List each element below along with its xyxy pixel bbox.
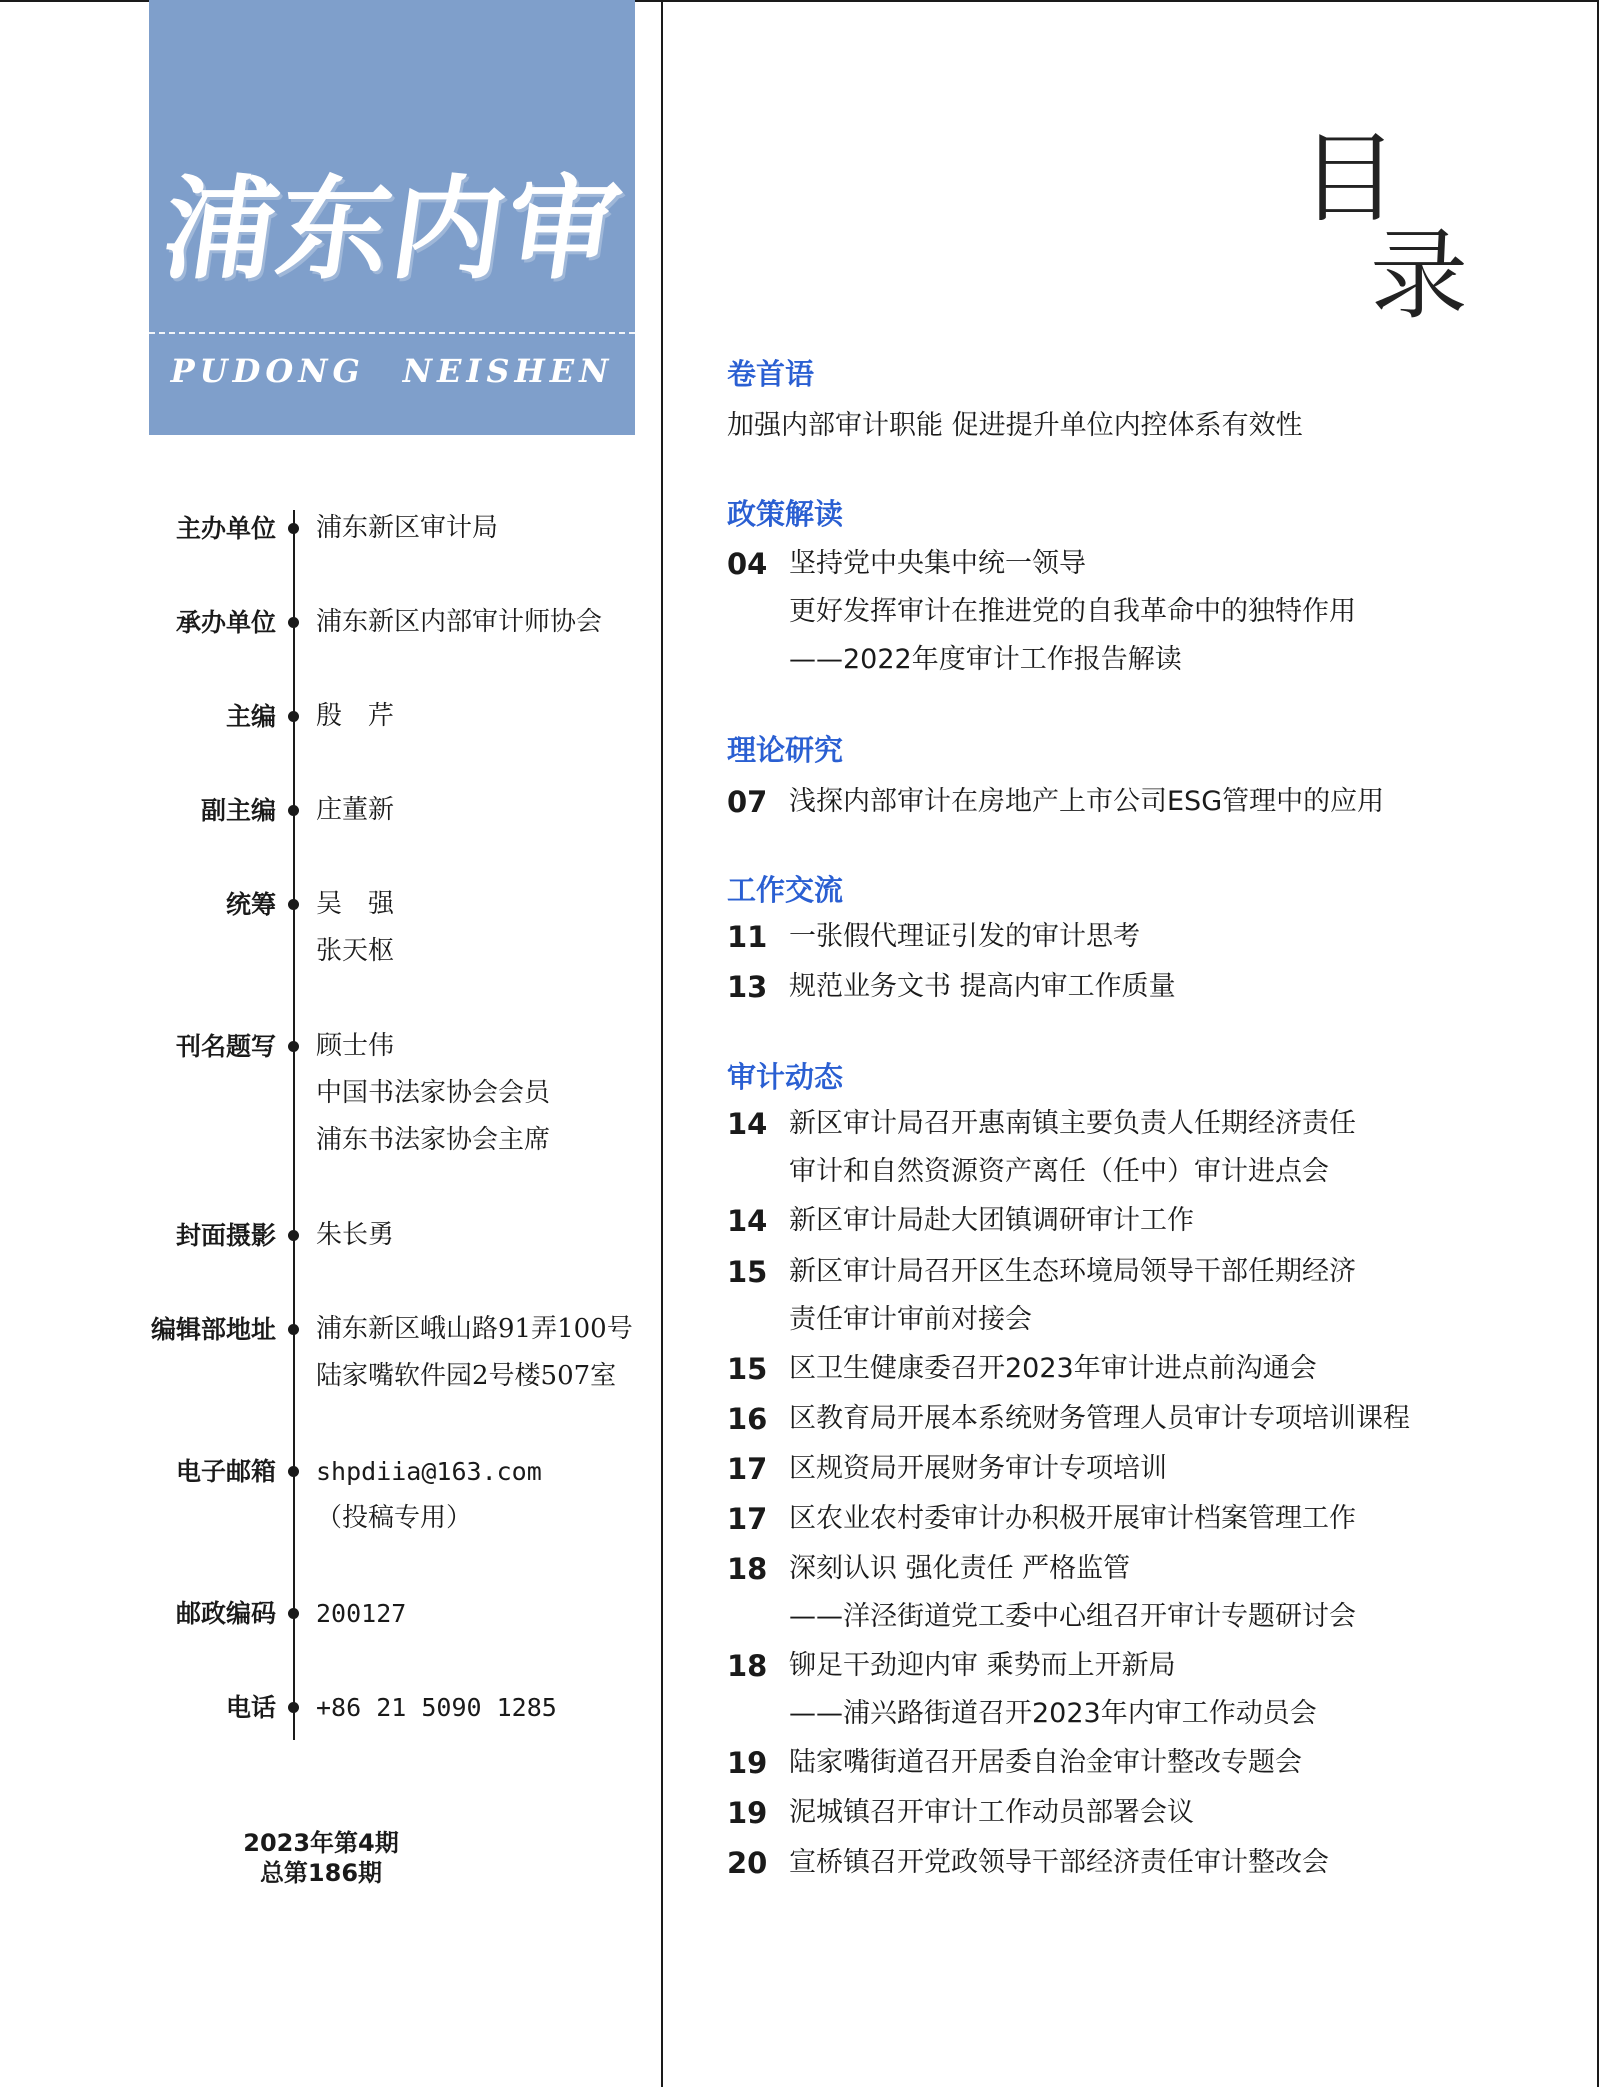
info-label: 副主编: [200, 796, 276, 825]
info-values: [316, 1448, 542, 1542]
toc-entry-line: 区卫生健康委召开2023年审计进点前沟通会: [789, 1353, 1317, 1384]
toc-entry-title: [789, 778, 1384, 826]
info-value: +86 21 5090 1285: [316, 1693, 557, 1722]
toc-entry-title: [789, 1197, 1194, 1245]
info-value: 朱长勇: [316, 1220, 395, 1250]
toc-page-number: 15: [727, 1255, 768, 1289]
toc-entry-line: 新区审计局召开区生态环境局领导干部任期经济: [789, 1256, 1356, 1287]
info-label: 电话: [225, 1693, 276, 1722]
toc-entry-title[interactable]: 加强内部审计职能 促进提升单位内控体系有效性: [727, 410, 1303, 441]
toc-entry-line: ——浦兴路街道召开2023年内审工作动员会: [789, 1698, 1317, 1729]
toc-entry-line: ——2022年度审计工作报告解读: [789, 644, 1182, 675]
info-value: 顾士伟: [316, 1031, 395, 1061]
toc-entry-line: 区农业农村委审计办积极开展审计档案管理工作: [789, 1503, 1356, 1534]
masthead-title: 浦东内审: [155, 164, 630, 295]
info-values: [316, 599, 602, 646]
contents-heading-char: 目: [1300, 122, 1399, 236]
toc-page-number: 07: [727, 785, 768, 819]
masthead-subtitle: [169, 352, 615, 390]
info-values: [316, 881, 394, 975]
toc-entry-title: [789, 1642, 1317, 1738]
toc-page-number: 15: [727, 1352, 768, 1386]
info-value: 张天枢: [316, 936, 395, 966]
info-bullet-dot: [288, 1466, 299, 1477]
toc-page-number: 14: [727, 1204, 768, 1238]
toc-page-number: 19: [727, 1746, 768, 1780]
toc-entry-line: 铆足干劲迎内审 乘势而上开新局: [789, 1650, 1176, 1681]
toc-section-title[interactable]: 审计动态: [727, 1060, 844, 1094]
toc-entry-line: 陆家嘴街道召开居委自治金审计整改专题会: [789, 1747, 1302, 1778]
toc-page-number: 17: [727, 1502, 768, 1536]
toc-entry-line: 浅探内部审计在房地产上市公司ESG管理中的应用: [789, 786, 1385, 817]
info-value: shpdiia@163.com: [316, 1457, 542, 1486]
toc-entry-line: 泥城镇召开审计工作动员部署会议: [789, 1797, 1194, 1828]
toc-entry-title: [789, 1100, 1356, 1196]
info-label: 电子邮箱: [175, 1457, 276, 1486]
toc-section-title[interactable]: 工作交流: [727, 873, 844, 907]
info-label: 封面摄影: [175, 1221, 276, 1250]
info-bullet-dot: [288, 523, 299, 534]
toc-page-number: 17: [727, 1452, 768, 1486]
info-bullet-dot: [288, 1702, 299, 1713]
toc-section-title[interactable]: 政策解读: [727, 497, 844, 531]
toc-entry-line: 深刻认识 强化责任 严格监管: [789, 1553, 1131, 1584]
info-bullet-dot: [288, 617, 299, 628]
toc-entry-line: 规范业务文书 提高内审工作质量: [789, 971, 1176, 1002]
info-values: [316, 1306, 633, 1400]
info-values: [316, 1684, 557, 1731]
info-values: [316, 693, 394, 740]
toc-page-number: 20: [727, 1846, 768, 1880]
info-values: [316, 1590, 406, 1637]
toc-entry-line: ——洋泾街道党工委中心组召开审计专题研讨会: [789, 1601, 1356, 1632]
toc-entry-title: [789, 1789, 1194, 1837]
info-value: 200127: [316, 1599, 407, 1628]
info-value: 殷 芹: [316, 701, 395, 731]
info-bullet-dot: [288, 711, 299, 722]
masthead-subtitle-word: PUDONG: [170, 352, 365, 390]
contents-heading-char: 录: [1370, 219, 1469, 333]
info-values: [316, 1023, 550, 1164]
toc-entry-title: [789, 1248, 1356, 1344]
info-label: 刊名题写: [175, 1032, 276, 1061]
info-values: [316, 505, 498, 552]
masthead-subtitle-word: NEISHEN: [402, 352, 614, 390]
toc-entry-title: [789, 963, 1176, 1011]
info-label: 承办单位: [175, 608, 276, 637]
info-timeline-line: [293, 510, 295, 1740]
toc-entry-title: [789, 1739, 1302, 1787]
toc-page-number: 16: [727, 1402, 768, 1436]
info-value: 浦东书法家协会主席: [316, 1125, 551, 1155]
info-value: 浦东新区峨山路91弄100号: [316, 1314, 633, 1344]
info-bullet-dot: [288, 1230, 299, 1241]
toc-page-number: 11: [727, 920, 768, 954]
toc-entry-line: 区教育局开展本系统财务管理人员审计专项培训课程: [789, 1403, 1410, 1434]
toc-page-number: 18: [727, 1552, 768, 1586]
info-value: 浦东新区内部审计师协会: [316, 607, 603, 637]
info-bullet-dot: [288, 1608, 299, 1619]
toc-page-number: 18: [727, 1649, 768, 1683]
info-value: 浦东新区审计局: [316, 513, 499, 543]
toc-page-number: 04: [727, 547, 768, 581]
toc-entry-title: [789, 540, 1356, 684]
info-bullet-dot: [288, 899, 299, 910]
info-label: 编辑部地址: [150, 1315, 276, 1344]
info-bullet-dot: [288, 805, 299, 816]
info-value: 庄董新: [316, 795, 395, 825]
info-value: 吴 强: [316, 889, 395, 919]
toc-entry-title: [789, 1395, 1410, 1443]
masthead-dashed-rule: [149, 332, 635, 334]
column-divider: [661, 0, 663, 2087]
toc-entry-line: 审计和自然资源资产离任（任中）审计进点会: [789, 1156, 1329, 1187]
info-value: 陆家嘴软件园2号楼507室: [316, 1361, 617, 1391]
toc-entry-line: 责任审计审前对接会: [789, 1304, 1032, 1335]
toc-entry-title: [789, 1495, 1356, 1543]
toc-entry-line: 一张假代理证引发的审计思考: [789, 921, 1140, 952]
toc-entry-line: 新区审计局赴大团镇调研审计工作: [789, 1205, 1194, 1236]
toc-entry-line: 宣桥镇召开党政领导干部经济责任审计整改会: [789, 1847, 1329, 1878]
toc-entry-title: [789, 913, 1140, 961]
info-label: 主办单位: [175, 514, 276, 543]
toc-page-number: 14: [727, 1107, 768, 1141]
info-value: 中国书法家协会会员: [316, 1078, 551, 1108]
toc-entry-line: 新区审计局召开惠南镇主要负责人任期经济责任: [789, 1108, 1356, 1139]
toc-section-title[interactable]: 理论研究: [727, 733, 844, 767]
toc-entry-line: 坚持党中央集中统一领导: [789, 548, 1086, 579]
toc-entry-title: [789, 1839, 1329, 1887]
info-values: [316, 787, 394, 834]
issue-total: 总第186期: [259, 1859, 383, 1887]
info-bullet-dot: [288, 1324, 299, 1335]
toc-entry-title: [789, 1345, 1317, 1393]
issue-number: 2023年第4期: [243, 1829, 399, 1857]
info-values: [316, 1212, 394, 1259]
info-label: 主编: [225, 702, 276, 731]
info-bullet-dot: [288, 1041, 299, 1052]
toc-entry-title: [789, 1545, 1356, 1641]
toc-entry-line: 更好发挥审计在推进党的自我革命中的独特作用: [789, 596, 1356, 627]
toc-entry-line: 区规资局开展财务审计专项培训: [789, 1453, 1167, 1484]
toc-entry-title: [789, 1445, 1167, 1493]
toc-page-number: 13: [727, 970, 768, 1004]
masthead: [149, 0, 635, 435]
info-label: 邮政编码: [175, 1599, 276, 1628]
toc-section-title[interactable]: 卷首语: [727, 357, 815, 391]
info-label: 统筹: [225, 890, 276, 919]
toc-page-number: 19: [727, 1796, 768, 1830]
info-value: （投稿专用）: [316, 1503, 473, 1533]
